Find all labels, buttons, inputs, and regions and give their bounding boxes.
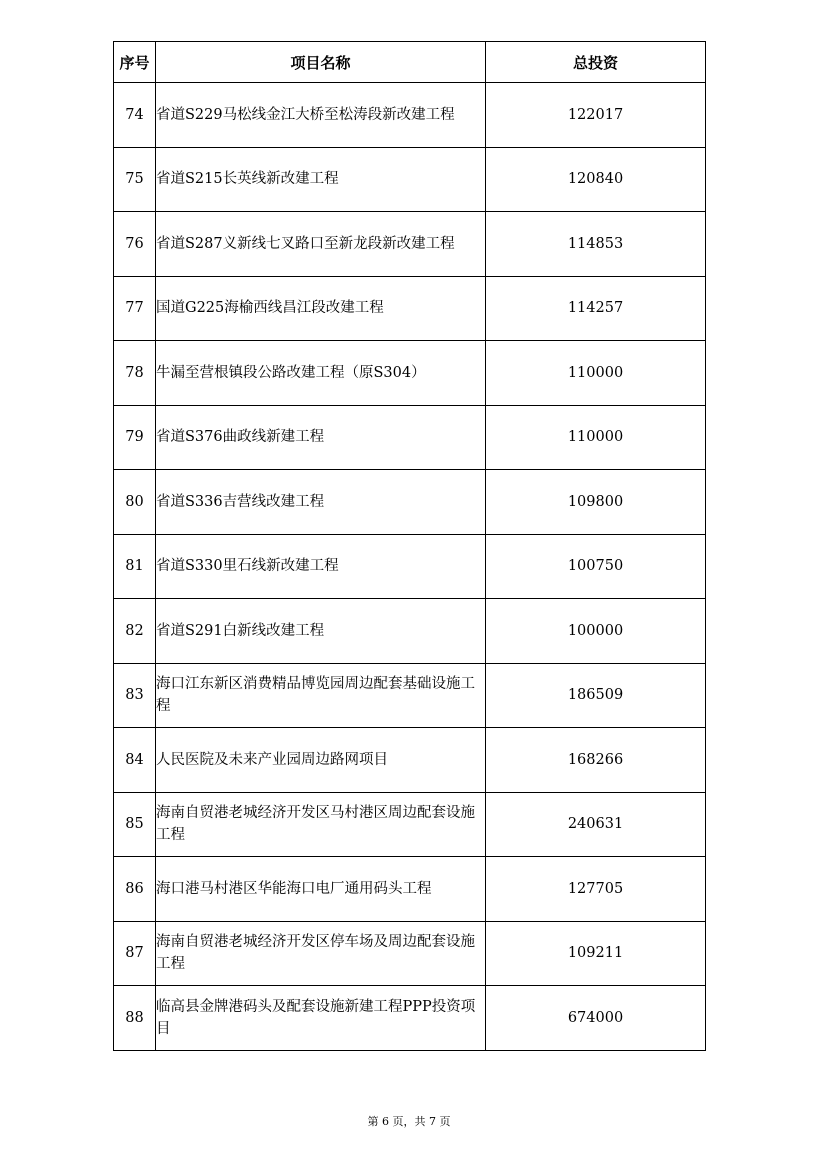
project-table [113,41,706,1051]
row-serial: 83 [114,663,156,728]
table-header-row [114,42,706,83]
table-row [114,921,706,986]
row-serial: 86 [114,857,156,922]
row-serial: 82 [114,599,156,664]
row-investment: 109800 [486,470,706,535]
table-row [114,212,706,277]
header-serial: 序号 [114,42,156,83]
row-project-name: 海南自贸港老城经济开发区马村港区周边配套设施工程 [156,792,486,857]
row-investment: 114853 [486,212,706,277]
table-row [114,857,706,922]
table-row [114,83,706,148]
row-investment: 186509 [486,663,706,728]
row-serial: 85 [114,792,156,857]
header-project-name: 项目名称 [156,42,486,83]
table-row [114,470,706,535]
row-serial: 75 [114,147,156,212]
row-project-name: 牛漏至营根镇段公路改建工程（原S304） [156,341,486,406]
row-serial: 74 [114,83,156,148]
page-footer: 第 6 页，共 7 页 [367,1115,451,1128]
table-row [114,599,706,664]
row-project-name: 省道S336吉营线改建工程 [156,470,486,535]
row-investment: 110000 [486,405,706,470]
row-investment: 240631 [486,792,706,857]
table-row [114,276,706,341]
table-row [114,663,706,728]
row-investment: 122017 [486,83,706,148]
table-row [114,534,706,599]
row-investment: 120840 [486,147,706,212]
row-serial: 76 [114,212,156,277]
row-serial: 79 [114,405,156,470]
table-row [114,986,706,1051]
row-project-name: 省道S291白新线改建工程 [156,599,486,664]
row-project-name: 省道S229马松线金江大桥至松涛段新改建工程 [156,83,486,148]
row-project-name: 省道S376曲政线新建工程 [156,405,486,470]
row-investment: 674000 [486,986,706,1051]
row-project-name: 省道S215长英线新改建工程 [156,147,486,212]
row-serial: 84 [114,728,156,793]
row-investment: 114257 [486,276,706,341]
table-row [114,405,706,470]
row-investment: 168266 [486,728,706,793]
table-row [114,728,706,793]
row-serial: 81 [114,534,156,599]
row-investment: 109211 [486,921,706,986]
table-row [114,341,706,406]
row-investment: 100750 [486,534,706,599]
table-row [114,147,706,212]
row-investment: 110000 [486,341,706,406]
row-investment: 100000 [486,599,706,664]
row-project-name: 海口港马村港区华能海口电厂通用码头工程 [156,857,486,922]
row-serial: 77 [114,276,156,341]
row-project-name: 国道G225海榆西线昌江段改建工程 [156,276,486,341]
row-investment: 127705 [486,857,706,922]
row-project-name: 人民医院及未来产业园周边路网项目 [156,728,486,793]
row-project-name: 省道S330里石线新改建工程 [156,534,486,599]
row-serial: 78 [114,341,156,406]
row-project-name: 省道S287义新线七叉路口至新龙段新改建工程 [156,212,486,277]
row-serial: 80 [114,470,156,535]
header-total-investment: 总投资 [486,42,706,83]
row-project-name: 临高县金牌港码头及配套设施新建工程PPP投资项目 [156,986,486,1051]
table-row [114,792,706,857]
row-project-name: 海南自贸港老城经济开发区停车场及周边配套设施工程 [156,921,486,986]
row-project-name: 海口江东新区消费精品博览园周边配套基础设施工程 [156,663,486,728]
row-serial: 88 [114,986,156,1051]
row-serial: 87 [114,921,156,986]
